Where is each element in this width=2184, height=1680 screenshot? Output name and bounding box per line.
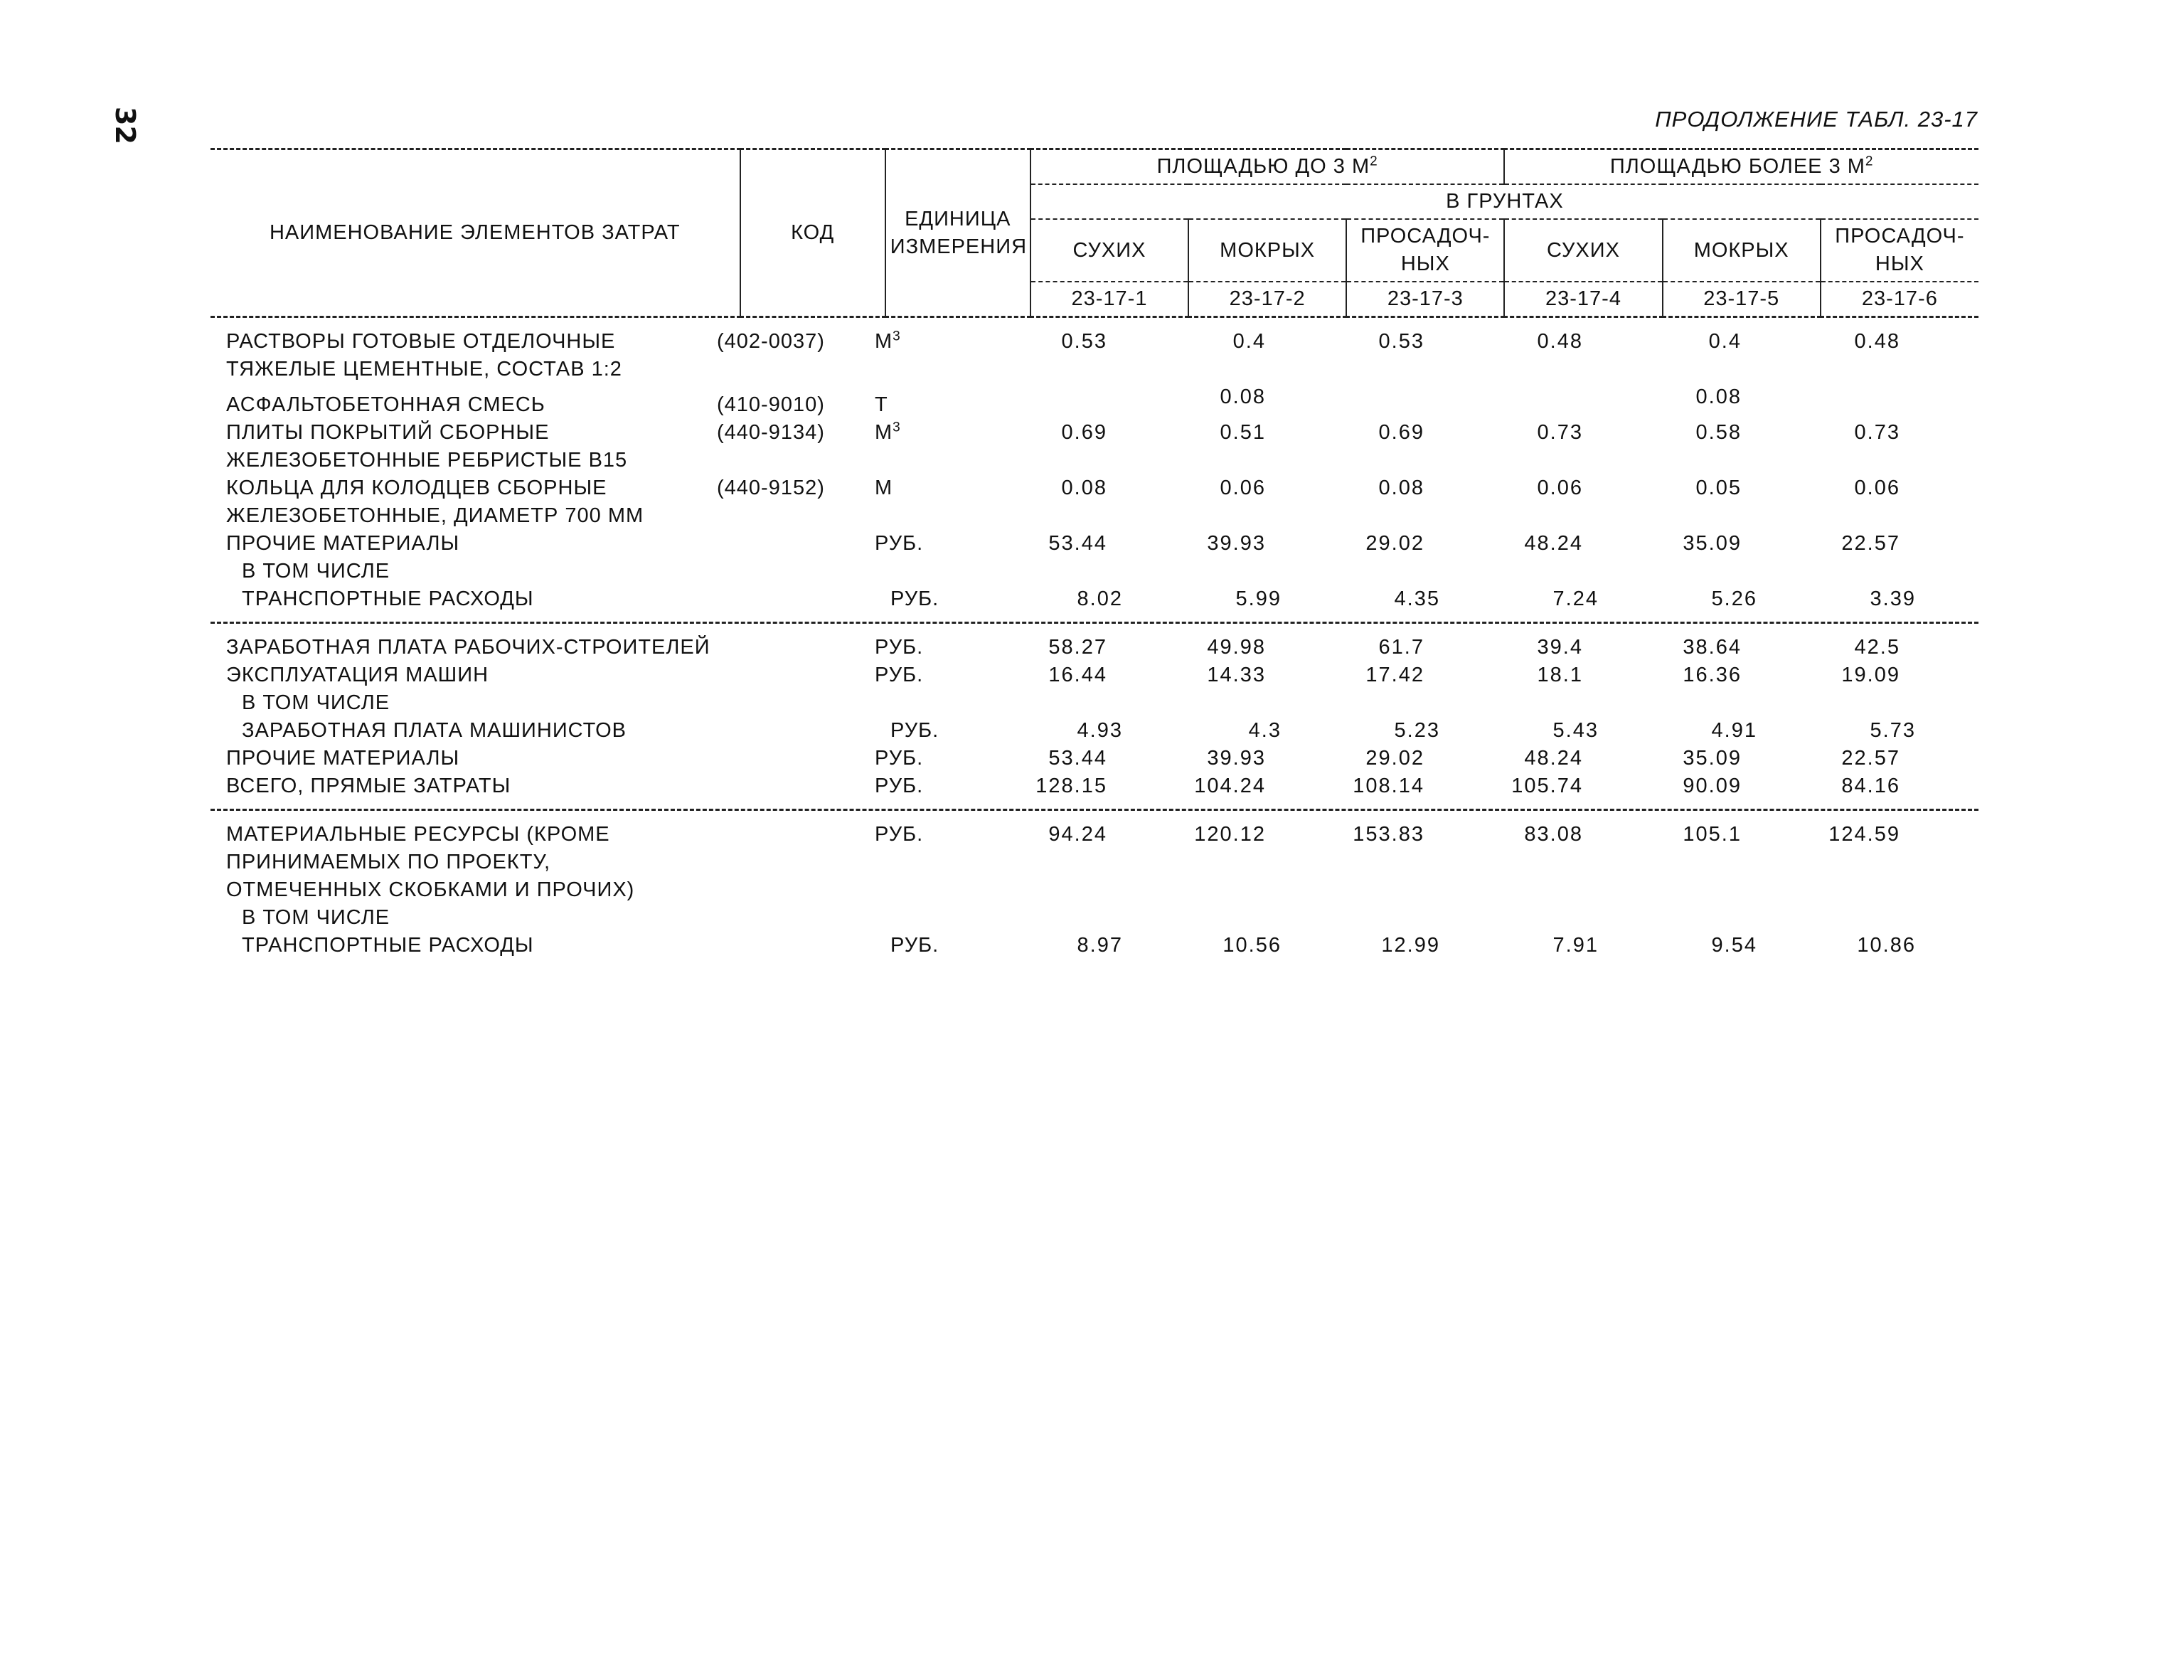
- row-unit-text: М: [875, 421, 893, 444]
- row-value: 8.97: [1077, 934, 1123, 957]
- header-price-code: 23-17-6: [1821, 282, 1978, 317]
- header-unit-line1: ЕДИНИЦА: [905, 207, 1011, 230]
- header-soil-type: ПРОСАДОЧ- НЫХ: [1346, 219, 1504, 282]
- table-row: [211, 932, 1978, 959]
- table-row: [211, 634, 1978, 661]
- table-row: [211, 530, 1978, 558]
- row-value: 0.08: [1695, 386, 1742, 408]
- row-value: 105.1: [1683, 823, 1742, 846]
- header-unit-line2: ИЗМЕРЕНИЯ: [890, 235, 1028, 258]
- row-unit-text: РУБ.: [875, 775, 924, 797]
- row-name: КОЛЬЦА ДЛЯ КОЛОДЦЕВ СБОРНЫЕ: [226, 477, 607, 499]
- row-name: ЗАРАБОТНАЯ ПЛАТА РАБОЧИХ-СТРОИТЕЛЕЙ: [226, 636, 710, 659]
- row-value: 105.74: [1511, 775, 1583, 797]
- group-small-label: ПЛОЩАДЬЮ ДО 3 М: [1156, 155, 1370, 178]
- row-value: 16.44: [1048, 664, 1107, 686]
- group-large-exponent: 2: [1865, 154, 1874, 169]
- row-value: 0.08: [1220, 386, 1266, 408]
- table-row: [211, 558, 1978, 585]
- row-value: 48.24: [1524, 747, 1583, 770]
- cost-table: [211, 148, 1978, 968]
- row-unit-text: РУБ.: [890, 588, 939, 610]
- row-name: ПРОЧИЕ МАТЕРИАЛЫ: [226, 747, 460, 770]
- group-large-label: ПЛОЩАДЬЮ БОЛЕЕ 3 М: [1609, 155, 1865, 178]
- row-value: 5.43: [1552, 719, 1599, 742]
- row-value: 16.36: [1683, 664, 1742, 686]
- row-name: ВСЕГО, ПРЯМЫЕ ЗАТРАТЫ: [226, 775, 511, 797]
- row-value: 153.83: [1353, 823, 1424, 846]
- row-value: 29.02: [1365, 532, 1424, 555]
- row-value: 0.4: [1708, 330, 1742, 353]
- row-value: 124.59: [1828, 823, 1900, 846]
- header-soil-type: МОКРЫХ: [1663, 219, 1821, 282]
- row-value: 35.09: [1683, 747, 1742, 770]
- row-value: 39.4: [1537, 636, 1583, 659]
- row-value: 0.4: [1232, 330, 1266, 353]
- table-row: [211, 689, 1978, 717]
- row-unit-text: РУБ.: [890, 719, 939, 742]
- row-code: (402-0037): [717, 330, 825, 353]
- row-value: 35.09: [1683, 532, 1742, 555]
- row-unit-text: РУБ.: [875, 664, 924, 686]
- row-value: 7.91: [1552, 934, 1599, 957]
- row-value: 29.02: [1365, 747, 1424, 770]
- header-group-small-area: [1030, 149, 1505, 185]
- row-value: 4.91: [1711, 719, 1757, 742]
- row-name: ПРИНИМАЕМЫХ ПО ПРОЕКТУ,: [226, 851, 551, 873]
- row-value: 53.44: [1048, 532, 1107, 555]
- row-name: ОТМЕЧЕННЫХ СКОБКАМИ И ПРОЧИХ): [226, 878, 635, 901]
- row-value: 0.06: [1220, 477, 1266, 499]
- row-value: 0.06: [1854, 477, 1900, 499]
- row-value: 0.69: [1061, 421, 1107, 444]
- header-soils: В ГРУНТАХ: [1030, 184, 1978, 219]
- row-unit: [875, 772, 980, 800]
- row-value: 4.35: [1394, 588, 1440, 610]
- row-value: [1297, 383, 1456, 411]
- row-value: 5.26: [1711, 588, 1757, 610]
- row-value: 3.39: [1870, 588, 1916, 610]
- row-code: (410-9010): [717, 393, 825, 416]
- row-value: 22.57: [1841, 532, 1900, 555]
- header-code: КОД: [740, 149, 885, 317]
- row-unit-text: М: [875, 330, 893, 353]
- table-row: [211, 447, 1978, 474]
- row-value: 10.86: [1857, 934, 1916, 957]
- row-name: В ТОМ ЧИСЛЕ: [242, 560, 390, 583]
- table-row: [211, 745, 1978, 772]
- header-group-large-area: [1504, 149, 1978, 185]
- row-value: 39.93: [1207, 532, 1266, 555]
- table-section: [211, 318, 1978, 622]
- row-name: МАТЕРИАЛЬНЫЕ РЕСУРСЫ (КРОМЕ: [226, 823, 610, 846]
- header-name: НАИМЕНОВАНИЕ ЭЛЕМЕНТОВ ЗАТРАТ: [269, 221, 681, 244]
- row-name: В ТОМ ЧИСЛЕ: [242, 906, 390, 929]
- table-row: [211, 474, 1978, 502]
- row-unit: [875, 745, 980, 772]
- row-unit-text: РУБ.: [875, 747, 924, 770]
- row-value: 14.33: [1207, 664, 1266, 686]
- row-value: 94.24: [1048, 823, 1107, 846]
- row-value: 84.16: [1841, 775, 1900, 797]
- table-section: [211, 622, 1978, 809]
- row-value: 5.99: [1235, 588, 1282, 610]
- row-value: 53.44: [1048, 747, 1107, 770]
- row-value: 5.23: [1394, 719, 1440, 742]
- row-name: ЖЕЛЕЗОБЕТОННЫЕ РЕБРИСТЫЕ В15: [226, 449, 628, 472]
- header-price-code: 23-17-2: [1188, 282, 1346, 317]
- row-value: 120.12: [1194, 823, 1266, 846]
- row-unit-text: РУБ.: [875, 636, 924, 659]
- row-value: 108.14: [1353, 775, 1424, 797]
- row-value: 0.05: [1695, 477, 1742, 499]
- row-value: 9.54: [1711, 934, 1757, 957]
- row-value: 0.08: [1061, 477, 1107, 499]
- row-value: 12.99: [1381, 934, 1440, 957]
- header-price-code: 23-17-1: [1030, 282, 1188, 317]
- row-name: ТЯЖЕЛЫЕ ЦЕМЕНТНЫЕ, СОСТАВ 1:2: [226, 358, 622, 381]
- row-value: 104.24: [1194, 775, 1266, 797]
- row-value: 0.51: [1220, 421, 1266, 444]
- row-unit: [875, 530, 980, 558]
- row-name: РАСТВОРЫ ГОТОВЫЕ ОТДЕЛОЧНЫЕ: [226, 330, 616, 353]
- table-row: [211, 876, 1978, 904]
- header-soil-type: СУХИХ: [1504, 219, 1662, 282]
- row-value: 0.06: [1537, 477, 1583, 499]
- row-value: 38.64: [1683, 636, 1742, 659]
- row-value: 4.3: [1248, 719, 1282, 742]
- page-number: 32: [110, 107, 141, 144]
- row-value: 0.73: [1854, 421, 1900, 444]
- row-unit-text: РУБ.: [875, 532, 924, 555]
- row-unit: [875, 419, 980, 447]
- row-value: 58.27: [1048, 636, 1107, 659]
- header-soil-type: МОКРЫХ: [1188, 219, 1346, 282]
- row-unit: [875, 474, 980, 502]
- row-name: ЖЕЛЕЗОБЕТОННЫЕ, ДИАМЕТР 700 ММ: [226, 504, 644, 527]
- row-name: В ТОМ ЧИСЛЕ: [242, 691, 390, 714]
- row-unit-text: РУБ.: [890, 934, 939, 957]
- row-value: 61.7: [1378, 636, 1424, 659]
- row-value: 83.08: [1524, 823, 1583, 846]
- row-value: 0.69: [1378, 421, 1424, 444]
- row-name: ТРАНСПОРТНЫЕ РАСХОДЫ: [242, 588, 534, 610]
- row-value: 7.24: [1552, 588, 1599, 610]
- row-value: 42.5: [1854, 636, 1900, 659]
- table-row: [211, 849, 1978, 876]
- header-price-code: 23-17-3: [1346, 282, 1504, 317]
- row-value: 128.15: [1035, 775, 1107, 797]
- table-section: [211, 809, 1978, 968]
- table-row: [211, 383, 1978, 419]
- row-value: 49.98: [1207, 636, 1266, 659]
- row-value: 5.73: [1870, 719, 1916, 742]
- row-value: 0.73: [1537, 421, 1583, 444]
- row-name: АСФАЛЬТОБЕТОННАЯ СМЕСЬ: [226, 393, 545, 416]
- row-value: 8.02: [1077, 588, 1123, 610]
- row-value: [980, 383, 1139, 411]
- row-unit: [890, 717, 996, 745]
- table-row: [211, 419, 1978, 447]
- row-value: 0.48: [1854, 330, 1900, 353]
- row-unit-text: М: [875, 477, 893, 499]
- row-name: ЭКСПЛУАТАЦИЯ МАШИН: [226, 664, 489, 686]
- table-row: [211, 585, 1978, 613]
- row-name: ЗАРАБОТНАЯ ПЛАТА МАШИНИСТОВ: [242, 719, 627, 742]
- row-value: 48.24: [1524, 532, 1583, 555]
- row-unit: [875, 328, 980, 356]
- row-value: [1773, 383, 1932, 411]
- table-row: [211, 356, 1978, 383]
- row-unit: [875, 661, 980, 689]
- row-value: 22.57: [1841, 747, 1900, 770]
- row-unit: [875, 634, 980, 661]
- table-row: [211, 904, 1978, 932]
- table-row: [211, 502, 1978, 530]
- table-row: [211, 717, 1978, 745]
- row-unit-exponent: 3: [893, 329, 901, 344]
- row-unit: [890, 585, 996, 613]
- row-value: 0.48: [1537, 330, 1583, 353]
- row-unit: [875, 391, 980, 419]
- group-small-exponent: 2: [1370, 154, 1378, 169]
- row-value: 10.56: [1222, 934, 1282, 957]
- row-unit-text: Т: [875, 393, 888, 416]
- row-value: 90.09: [1683, 775, 1742, 797]
- row-value: 17.42: [1365, 664, 1424, 686]
- row-value: [1456, 383, 1614, 411]
- row-name: ПЛИТЫ ПОКРЫТИЙ СБОРНЫЕ: [226, 421, 550, 444]
- row-value: 39.93: [1207, 747, 1266, 770]
- row-value: 4.93: [1077, 719, 1123, 742]
- header-price-code: 23-17-5: [1663, 282, 1821, 317]
- row-value: 19.09: [1841, 664, 1900, 686]
- header-unit: [885, 149, 1030, 317]
- row-unit-exponent: 3: [893, 420, 901, 435]
- row-value: 18.1: [1537, 664, 1583, 686]
- row-unit-text: РУБ.: [875, 823, 924, 846]
- table-row: [211, 821, 1978, 849]
- row-value: 0.53: [1061, 330, 1107, 353]
- row-code: (440-9134): [717, 421, 825, 444]
- row-value: 0.53: [1378, 330, 1424, 353]
- row-value: 0.58: [1695, 421, 1742, 444]
- table-header: [211, 148, 1978, 318]
- table-row: [211, 328, 1978, 356]
- table-row: [211, 661, 1978, 689]
- row-code: (440-9152): [717, 477, 825, 499]
- row-unit: [875, 821, 980, 849]
- continuation-label: ПРОДОЛЖЕНИЕ ТАБЛ. 23-17: [1655, 107, 1978, 132]
- row-unit: [890, 932, 996, 959]
- row-name: ПРОЧИЕ МАТЕРИАЛЫ: [226, 532, 460, 555]
- header-soil-type: ПРОСАДОЧ- НЫХ: [1821, 219, 1978, 282]
- row-value: 0.08: [1378, 477, 1424, 499]
- row-name: ТРАНСПОРТНЫЕ РАСХОДЫ: [242, 934, 534, 957]
- table-row: [211, 772, 1978, 800]
- header-soil-type: СУХИХ: [1030, 219, 1188, 282]
- table-body: [211, 318, 1978, 968]
- header-price-code: 23-17-4: [1504, 282, 1662, 317]
